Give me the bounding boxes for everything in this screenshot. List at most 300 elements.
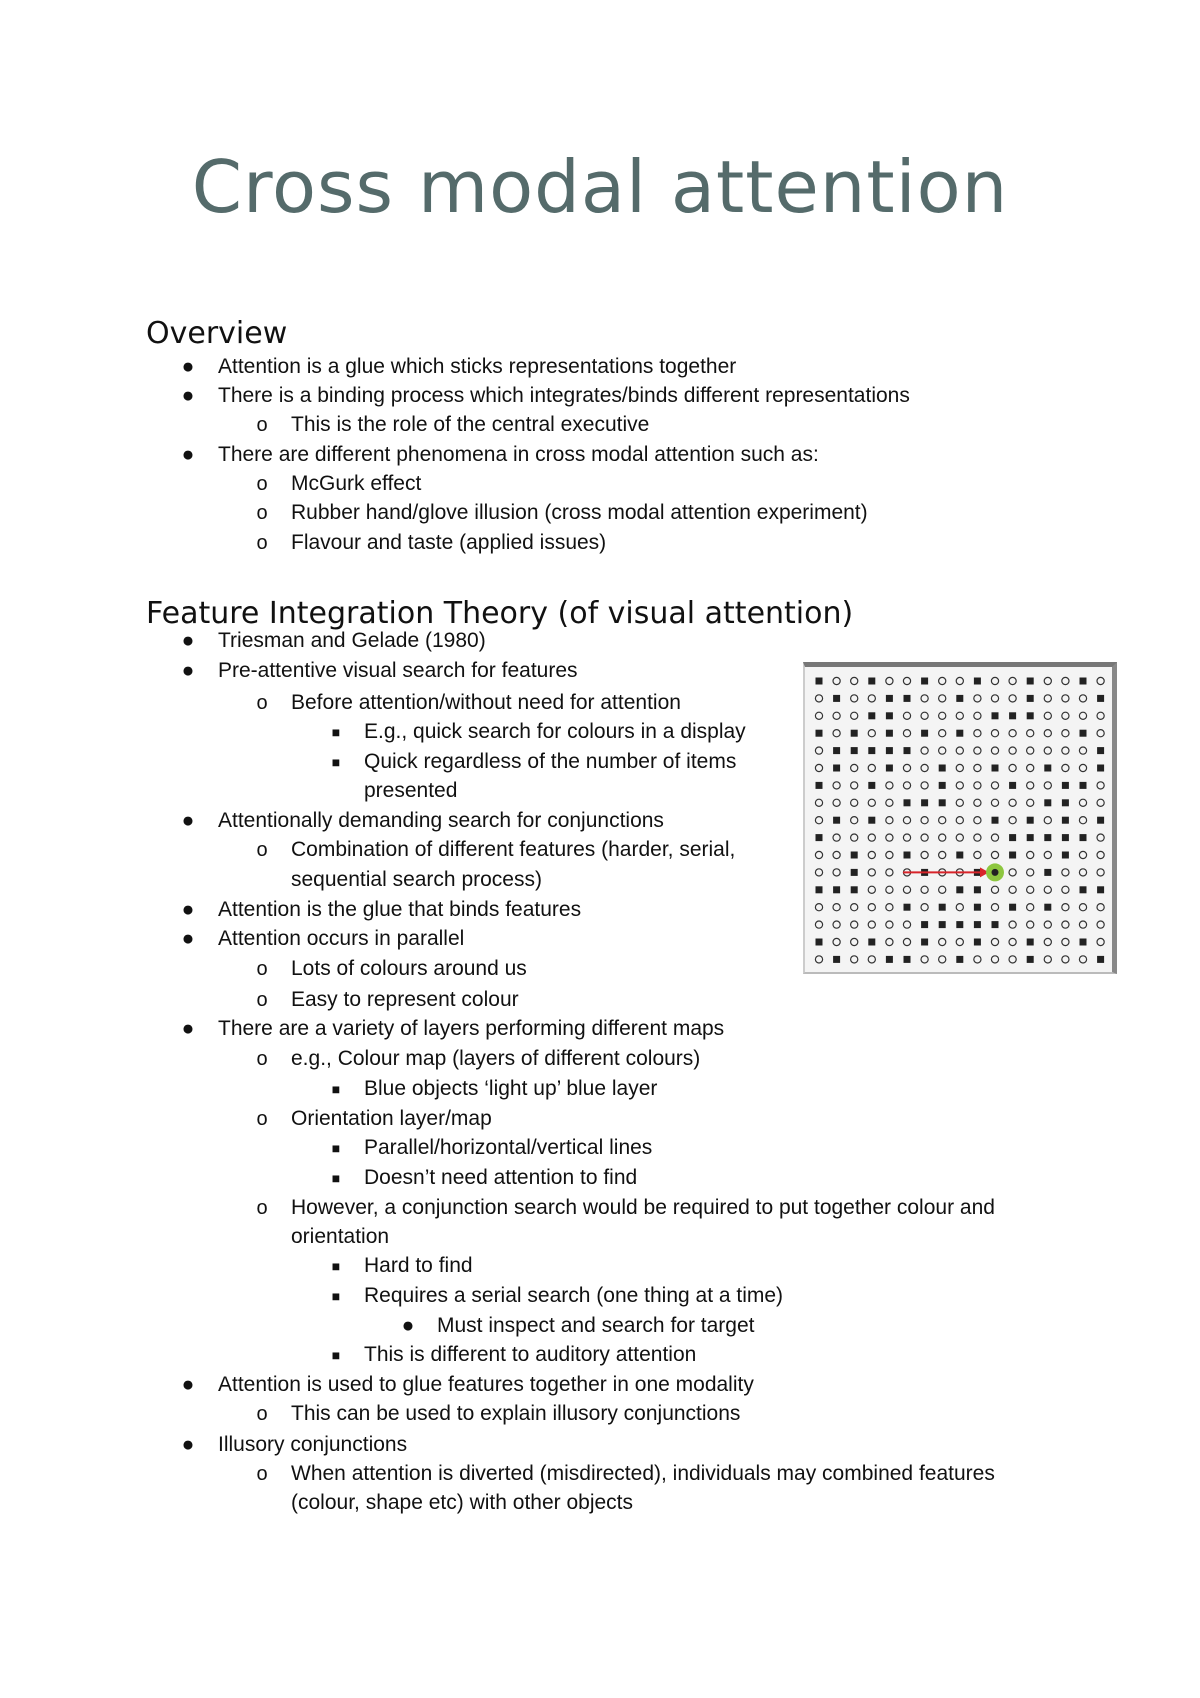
distractor-circle [868, 886, 875, 893]
bullet-marker: o [256, 692, 268, 714]
distractor-circle [1009, 956, 1016, 963]
distractor-square [1097, 747, 1104, 754]
distractor-circle [1062, 938, 1069, 945]
distractor-square [1027, 834, 1034, 841]
distractor-square [939, 799, 946, 806]
distractor-circle [974, 695, 981, 702]
visual-search-figure [803, 662, 1117, 974]
distractor-circle [921, 782, 928, 789]
distractor-square [1027, 956, 1034, 963]
distractor-circle [974, 730, 981, 737]
list-item-text: Rubber hand/glove illusion (cross modal attention experiment) [291, 501, 868, 524]
distractor-square [1044, 904, 1051, 911]
distractor-circle [956, 904, 963, 911]
bullet-marker: ● [181, 1017, 195, 1040]
distractor-square [851, 852, 858, 859]
bullet-marker: o [256, 1197, 268, 1219]
list-item-text: Before attention/without need for attention [291, 691, 681, 714]
list-item-text: This can be used to explain illusory conjunctions [291, 1402, 741, 1425]
distractor-circle [1079, 956, 1086, 963]
distractor-circle [868, 730, 875, 737]
distractor-square [816, 730, 823, 737]
distractor-circle [974, 817, 981, 824]
distractor-circle [903, 886, 910, 893]
distractor-circle [851, 764, 858, 771]
distractor-square [956, 730, 963, 737]
distractor-circle [1009, 869, 1016, 876]
distractor-circle [851, 817, 858, 824]
distractor-square [1097, 956, 1104, 963]
distractor-circle [921, 851, 928, 858]
distractor-circle [1062, 695, 1069, 702]
distractor-circle [851, 921, 858, 928]
distractor-circle [956, 817, 963, 824]
distractor-circle [1079, 695, 1086, 702]
distractor-circle [1044, 817, 1051, 824]
distractor-circle [1097, 677, 1104, 684]
list-item-text: Parallel/horizontal/vertical lines [364, 1136, 653, 1159]
distractor-circle [974, 799, 981, 806]
distractor-circle [921, 817, 928, 824]
list-item-text: There is a binding process which integrates/binds different representations [218, 384, 910, 407]
bullet-marker: ● [181, 443, 195, 466]
distractor-circle [974, 782, 981, 789]
distractor-square [1009, 782, 1016, 789]
distractor-circle [1062, 886, 1069, 893]
bullet-marker: ● [181, 1373, 195, 1396]
distractor-square [816, 834, 823, 841]
distractor-circle [815, 695, 822, 702]
distractor-circle [939, 834, 946, 841]
distractor-square [904, 904, 911, 911]
bullet-marker: ● [181, 1433, 195, 1456]
distractor-circle [939, 956, 946, 963]
distractor-circle [1044, 956, 1051, 963]
distractor-circle [833, 869, 840, 876]
distractor-circle [833, 782, 840, 789]
distractor-circle [1079, 747, 1086, 754]
distractor-circle [851, 834, 858, 841]
distractor-circle [1027, 886, 1034, 893]
bullet-marker: ● [181, 809, 195, 832]
distractor-circle [939, 677, 946, 684]
visual-search-display [805, 667, 1112, 972]
distractor-circle [921, 764, 928, 771]
distractor-circle [815, 921, 822, 928]
distractor-square [868, 817, 875, 824]
distractor-circle [903, 712, 910, 719]
distractor-circle [833, 938, 840, 945]
distractor-circle [921, 956, 928, 963]
distractor-square [1080, 834, 1087, 841]
distractor-circle [815, 869, 822, 876]
distractor-square [1097, 817, 1104, 824]
list-item-text: e.g., Colour map (layers of different colours) [291, 1047, 701, 1070]
distractor-square [1044, 869, 1051, 876]
distractor-circle [868, 921, 875, 928]
distractor-circle [815, 747, 822, 754]
distractor-circle [868, 851, 875, 858]
distractor-square [956, 695, 963, 702]
distractor-square [904, 956, 911, 963]
distractor-circle [991, 938, 998, 945]
distractor-square [939, 782, 946, 789]
distractor-circle [833, 677, 840, 684]
section-heading-overview: Overview [146, 316, 288, 351]
bullet-marker: ● [181, 629, 195, 652]
list-item-text: presented [364, 779, 458, 802]
distractor-square [868, 747, 875, 754]
distractor-square [868, 782, 875, 789]
distractor-square [904, 695, 911, 702]
distractor-circle [1062, 712, 1069, 719]
distractor-circle [851, 799, 858, 806]
distractor-circle [886, 851, 893, 858]
distractor-circle [921, 747, 928, 754]
distractor-circle [991, 851, 998, 858]
list-item-text: Blue objects ‘light up’ blue layer [364, 1077, 658, 1100]
distractor-circle [1027, 764, 1034, 771]
distractor-circle [1027, 747, 1034, 754]
bullet-marker: ■ [331, 1170, 341, 1186]
bullet-marker: o [256, 989, 268, 1011]
list-item-text: sequential search process) [291, 868, 542, 891]
distractor-square [956, 956, 963, 963]
distractor-circle [1097, 799, 1104, 806]
list-item-text: Orientation layer/map [291, 1107, 492, 1130]
bullet-marker: o [256, 1108, 268, 1130]
distractor-circle [833, 834, 840, 841]
distractor-square [992, 921, 999, 928]
distractor-square [921, 799, 928, 806]
distractor-square [886, 730, 893, 737]
distractor-square [1080, 939, 1087, 946]
distractor-circle [851, 677, 858, 684]
distractor-square [939, 904, 946, 911]
distractor-square [1062, 782, 1069, 789]
distractor-circle [1044, 695, 1051, 702]
distractor-circle [1079, 817, 1086, 824]
distractor-circle [1097, 869, 1104, 876]
distractor-circle [1009, 747, 1016, 754]
distractor-circle [815, 799, 822, 806]
distractor-square [974, 678, 981, 685]
distractor-circle [886, 938, 893, 945]
distractor-circle [1027, 730, 1034, 737]
distractor-circle [1027, 904, 1034, 911]
distractor-circle [868, 799, 875, 806]
list-item-text: E.g., quick search for colours in a display [364, 720, 746, 743]
list-item-text: Attention is used to glue features together in one modality [218, 1373, 754, 1396]
distractor-circle [815, 851, 822, 858]
distractor-circle [1009, 921, 1016, 928]
distractor-square [956, 852, 963, 859]
distractor-circle [886, 677, 893, 684]
distractor-circle [1044, 712, 1051, 719]
distractor-square [956, 886, 963, 893]
list-item-text: Illusory conjunctions [218, 1433, 408, 1456]
distractor-square [868, 939, 875, 946]
distractor-circle [886, 817, 893, 824]
distractor-square [939, 765, 946, 772]
distractor-square [1044, 765, 1051, 772]
distractor-circle [903, 677, 910, 684]
distractor-square [1062, 834, 1069, 841]
distractor-circle [1009, 764, 1016, 771]
distractor-circle [956, 712, 963, 719]
list-item-text: Combination of different features (harder, serial, [291, 838, 736, 861]
distractor-circle [815, 904, 822, 911]
distractor-circle [833, 904, 840, 911]
distractor-square [1080, 730, 1087, 737]
distractor-square [1027, 695, 1034, 702]
distractor-circle [956, 764, 963, 771]
distractor-circle [886, 782, 893, 789]
distractor-circle [1079, 712, 1086, 719]
distractor-circle [991, 730, 998, 737]
bullet-marker: ■ [331, 1258, 341, 1274]
distractor-circle [1062, 921, 1069, 928]
distractor-circle [1079, 921, 1086, 928]
distractor-square [833, 695, 840, 702]
list-item-text: When attention is diverted (misdirected), individuals may combined features [291, 1462, 995, 1485]
distractor-circle [991, 904, 998, 911]
list-item-text: Easy to represent colour [291, 988, 519, 1011]
bullet-marker: ● [181, 927, 195, 950]
distractor-circle [1009, 886, 1016, 893]
distractor-circle [974, 712, 981, 719]
distractor-circle [1009, 799, 1016, 806]
distractor-circle [1027, 851, 1034, 858]
distractor-square [886, 747, 893, 754]
bullet-marker: o [256, 839, 268, 861]
distractor-circle [1062, 869, 1069, 876]
distractor-square [1044, 799, 1051, 806]
bullet-marker: ■ [331, 1140, 341, 1156]
distractor-circle [815, 764, 822, 771]
distractor-circle [991, 695, 998, 702]
distractor-circle [1044, 851, 1051, 858]
distractor-square [851, 747, 858, 754]
distractor-circle [956, 677, 963, 684]
bullet-marker: o [256, 958, 268, 980]
distractor-square [1027, 817, 1034, 824]
distractor-circle [833, 851, 840, 858]
distractor-circle [903, 764, 910, 771]
bullet-marker: ● [181, 355, 195, 378]
distractor-circle [1079, 869, 1086, 876]
distractor-circle [1009, 677, 1016, 684]
distractor-square [1062, 799, 1069, 806]
distractor-circle [974, 834, 981, 841]
list-item-text: Quick regardless of the number of items [364, 750, 737, 773]
bullet-marker: ■ [331, 1081, 341, 1097]
distractor-circle [1062, 956, 1069, 963]
distractor-circle [851, 938, 858, 945]
distractor-circle [886, 921, 893, 928]
bullet-marker: ● [181, 898, 195, 921]
distractor-circle [903, 938, 910, 945]
distractor-circle [939, 695, 946, 702]
distractor-square [939, 921, 946, 928]
distractor-square [1009, 712, 1016, 719]
bullet-marker: ■ [331, 1347, 341, 1363]
distractor-circle [886, 834, 893, 841]
distractor-circle [1062, 747, 1069, 754]
distractor-circle [1079, 764, 1086, 771]
distractor-circle [903, 817, 910, 824]
distractor-circle [1097, 921, 1104, 928]
distractor-circle [991, 782, 998, 789]
distractor-circle [1044, 921, 1051, 928]
distractor-circle [1062, 730, 1069, 737]
bullet-marker: ■ [331, 754, 341, 770]
list-item-text: There are a variety of layers performing different maps [218, 1017, 725, 1040]
distractor-circle [1097, 782, 1104, 789]
distractor-circle [886, 799, 893, 806]
distractor-circle [868, 695, 875, 702]
list-item-text: However, a conjunction search would be required to put together colour and [291, 1196, 995, 1219]
list-item-text: orientation [291, 1225, 390, 1248]
distractor-circle [991, 747, 998, 754]
list-item-text: There are different phenomena in cross modal attention such as: [218, 443, 819, 466]
distractor-circle [939, 938, 946, 945]
distractor-square [956, 921, 963, 928]
distractor-square [1009, 834, 1016, 841]
distractor-circle [903, 782, 910, 789]
distractor-circle [1062, 764, 1069, 771]
distractor-circle [1062, 904, 1069, 911]
distractor-square [886, 695, 893, 702]
list-item-text: Must inspect and search for target [437, 1314, 755, 1337]
distractor-square [921, 730, 928, 737]
distractor-circle [1097, 834, 1104, 841]
distractor-square [833, 747, 840, 754]
distractor-square [816, 886, 823, 893]
distractor-circle [851, 712, 858, 719]
distractor-circle [815, 817, 822, 824]
distractor-circle [1079, 799, 1086, 806]
distractor-circle [1079, 904, 1086, 911]
list-item-text: Pre-attentive visual search for features [218, 659, 578, 682]
distractor-circle [815, 956, 822, 963]
distractor-circle [868, 869, 875, 876]
section-heading-feature-integration-theory: Feature Integration Theory (of visual attention) [146, 596, 854, 631]
distractor-circle [1062, 677, 1069, 684]
list-item-text: Attention occurs in parallel [218, 927, 465, 950]
distractor-square [974, 939, 981, 946]
list-item-text: (colour, shape etc) with other objects [291, 1491, 634, 1514]
distractor-circle [921, 695, 928, 702]
distractor-circle [1044, 886, 1051, 893]
distractor-square [992, 817, 999, 824]
bullet-marker: o [256, 473, 268, 495]
distractor-circle [1044, 782, 1051, 789]
distractor-circle [1097, 730, 1104, 737]
distractor-circle [921, 886, 928, 893]
distractor-circle [1027, 869, 1034, 876]
distractor-circle [851, 695, 858, 702]
distractor-square [992, 712, 999, 719]
target-item [992, 869, 999, 876]
distractor-circle [939, 851, 946, 858]
bullet-marker: o [256, 1048, 268, 1070]
distractor-circle [956, 938, 963, 945]
distractor-circle [956, 834, 963, 841]
distractor-circle [974, 956, 981, 963]
distractor-circle [1097, 712, 1104, 719]
distractor-circle [851, 782, 858, 789]
distractor-circle [921, 904, 928, 911]
distractor-square [1027, 678, 1034, 685]
distractor-circle [956, 799, 963, 806]
list-item-text: Lots of colours around us [291, 957, 527, 980]
list-item-text: Attention is a glue which sticks representations together [218, 355, 737, 378]
distractor-circle [939, 817, 946, 824]
distractor-circle [833, 730, 840, 737]
bullet-marker: ● [401, 1314, 415, 1337]
list-item-text: Doesn’t need attention to find [364, 1166, 638, 1189]
list-item-text: McGurk effect [291, 472, 422, 495]
distractor-square [816, 678, 823, 685]
bullet-marker: ■ [331, 724, 341, 740]
distractor-square [904, 852, 911, 859]
distractor-square [1097, 695, 1104, 702]
distractor-circle [939, 712, 946, 719]
distractor-circle [974, 764, 981, 771]
distractor-circle [991, 834, 998, 841]
list-item-text: This is different to auditory attention [364, 1343, 697, 1366]
distractor-circle [903, 921, 910, 928]
distractor-circle [886, 886, 893, 893]
distractor-circle [1009, 695, 1016, 702]
distractor-circle [1044, 677, 1051, 684]
distractor-square [1009, 852, 1016, 859]
distractor-circle [1097, 938, 1104, 945]
distractor-circle [1044, 730, 1051, 737]
distractor-circle [1027, 782, 1034, 789]
distractor-square [868, 712, 875, 719]
list-item-text: Requires a serial search (one thing at a time) [364, 1284, 784, 1307]
distractor-square [921, 678, 928, 685]
list-item-text: Attention is the glue that binds features [218, 898, 582, 921]
distractor-circle [886, 904, 893, 911]
distractor-circle [903, 730, 910, 737]
distractor-square [1044, 834, 1051, 841]
bullet-marker: o [256, 1403, 268, 1425]
distractor-circle [1027, 921, 1034, 928]
distractor-circle [939, 886, 946, 893]
bullet-marker: ● [181, 659, 195, 682]
distractor-circle [886, 869, 893, 876]
distractor-circle [974, 747, 981, 754]
list-item-text: Hard to find [364, 1254, 473, 1277]
distractor-circle [903, 834, 910, 841]
distractor-square [1027, 712, 1034, 719]
distractor-circle [939, 747, 946, 754]
distractor-circle [991, 956, 998, 963]
distractor-square [833, 956, 840, 963]
distractor-circle [1027, 799, 1034, 806]
distractor-circle [991, 677, 998, 684]
distractor-circle [1009, 817, 1016, 824]
distractor-circle [833, 712, 840, 719]
distractor-square [833, 817, 840, 824]
bullet-marker: ■ [331, 1288, 341, 1304]
distractor-square [868, 678, 875, 685]
distractor-square [1097, 886, 1104, 893]
distractor-square [904, 747, 911, 754]
